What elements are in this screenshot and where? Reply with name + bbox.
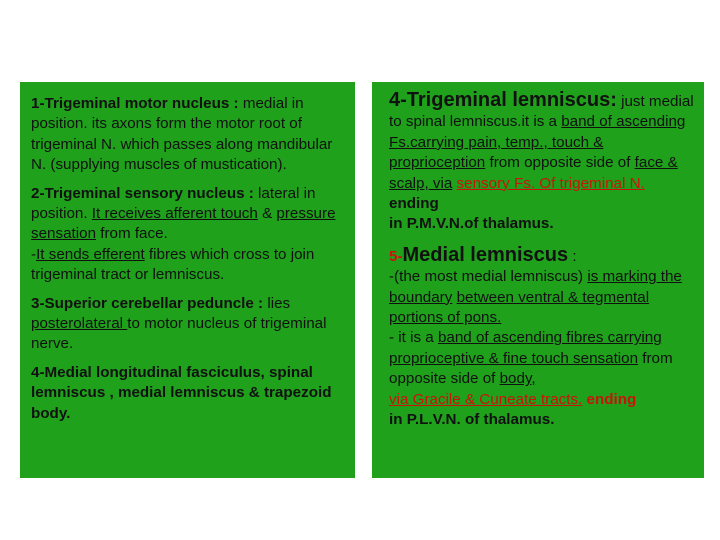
trigeminal-motor-nucleus-paragraph [31,94,347,176]
r1-heading: 4-Trigeminal lemniscus: [389,89,617,111]
medial-longitudinal-fasciculus-paragraph: 4-Medial longitudinal fasciculus, spinal lemniscus , medial lemniscus & trapezoid body. [31,363,332,422]
r2-body4: from opposite side of [389,349,673,388]
p1-number: 1 [31,95,40,112]
p1-body: medial in position. its axons form the motor root of trigeminal N. which passes along mandibular N. (supplying muscles of mustication). [31,95,333,174]
superior-cerebellar-peduncle-paragraph [31,294,347,355]
r2-underline2: between ventral & tegmental portions of pons. [389,288,650,327]
r2-red-underline: via Gracile & Cuneate tracts. [389,390,583,408]
p2-body2: & [257,205,277,223]
p2-body3: from face. [96,225,168,243]
p3-heading: 3-Superior cerebellar peduncle : [31,294,264,312]
r2-body1: -(the most medial lemniscus) [389,268,588,286]
r1-body1: just medial to spinal lemniscus.it is a [389,93,694,131]
left-panel [20,82,355,478]
p3-body2: to motor nucleus of trigeminal nerve. [31,315,327,353]
r1-underline2: face & scalp, via [389,154,678,192]
p2-body1: lateral in position. [31,184,316,223]
p2-underline2: pressure sensation [31,205,336,243]
trigeminal-sensory-nucleus-paragraph [31,184,347,286]
r2-ending-line2: in P.L.V.N. of thalamus. [389,411,555,429]
p3-body1: lies [263,294,291,312]
p2-underline1: It receives afferent touch [91,205,258,223]
medial-lemniscus-paragraph [389,245,698,431]
p1-heading: -Trigeminal motor nucleus : [39,95,239,112]
r1-red-underline: sensory Fs. Of trigeminal N. [456,174,645,192]
r2-heading: Medial lemniscus [402,243,569,266]
r2-colon: : [568,247,577,265]
r1-underline1: band of ascending Fs.carrying pain, temp., touch & proprioception [389,113,686,172]
r2-body3: - it is a [389,329,438,347]
r1-ending: ending [389,195,439,213]
r1-body2: from opposite side of [485,154,635,172]
p2-heading: 2-Trigeminal sensory nucleus : [31,184,254,202]
r2-ending: ending [582,390,637,408]
r2-number: 5- [389,247,403,265]
r2-underline3: band of ascending fibres carrying proprioceptive & fine touch sensation [389,329,662,367]
right-panel [372,82,704,478]
p2-body4: fibres which cross to join trigeminal tract or lemniscus. [31,245,315,284]
r2-underline4: body, [499,370,536,388]
r2-underline1: is marking the boundary [389,268,682,306]
p3-underline1: posterolateral [31,315,128,333]
p2-underline3: It sends efferent [36,245,145,263]
p2-dash: - [31,245,37,263]
trigeminal-lemniscus-paragraph [389,90,698,235]
r1-ending-line2: in P.M.V.N.of thalamus. [389,215,554,233]
